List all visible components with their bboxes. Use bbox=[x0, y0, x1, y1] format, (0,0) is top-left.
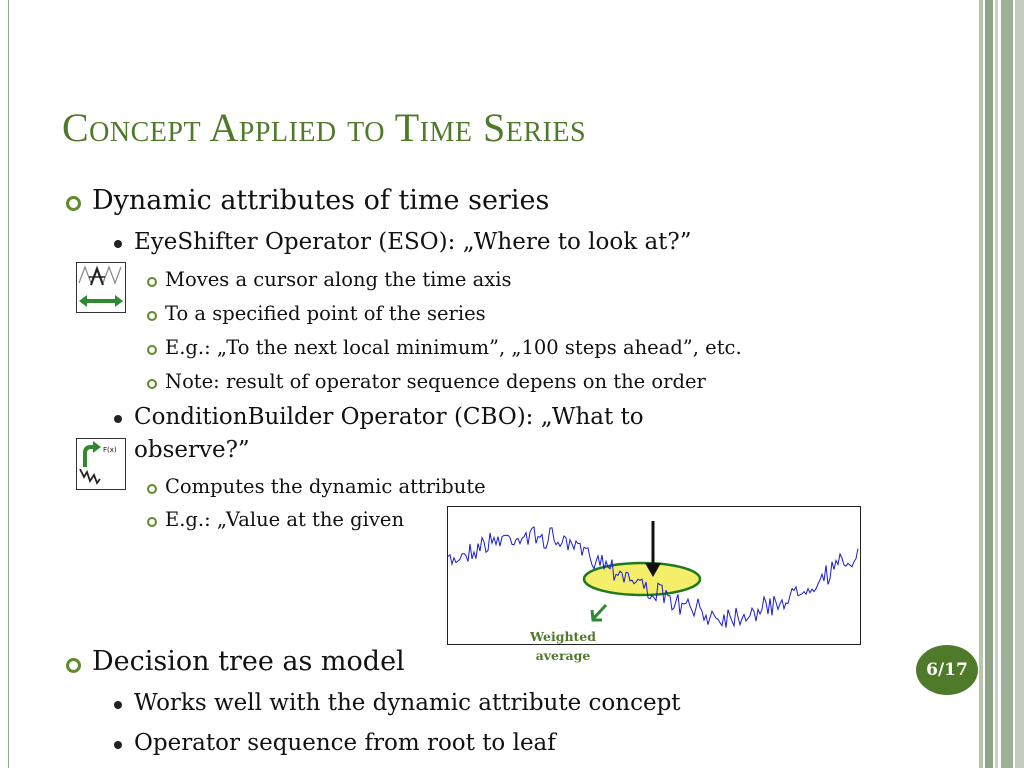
bullet-marker bbox=[147, 379, 157, 389]
eso-item-note: Note: result of operator sequence depens on the order bbox=[165, 370, 706, 393]
caption-line-2: average bbox=[535, 648, 591, 663]
bullet-marker bbox=[147, 345, 157, 355]
bullet-marker bbox=[66, 658, 81, 673]
cbo-item-computes: Computes the dynamic attribute bbox=[165, 475, 486, 498]
tree-item-works-well: Works well with the dynamic attribute concept bbox=[134, 690, 681, 716]
page-number-badge: 6/17 bbox=[916, 645, 978, 695]
bullet-eso: EyeShifter Operator (ESO): „Where to look at?” bbox=[134, 229, 692, 255]
bullet-decision-tree: Decision tree as model bbox=[92, 646, 405, 677]
weighted-average-arrow-icon bbox=[588, 602, 610, 624]
caption-line-1: Weighted bbox=[529, 629, 596, 644]
bullet-marker bbox=[147, 311, 157, 321]
bullet-dynamic-attributes: Dynamic attributes of time series bbox=[92, 185, 550, 216]
time-series-figure bbox=[447, 506, 861, 645]
weighted-average-caption bbox=[522, 627, 604, 665]
right-frame-band bbox=[979, 0, 983, 768]
bullet-marker bbox=[114, 741, 122, 749]
cbo-item-example: E.g.: „Value at the given bbox=[165, 508, 404, 531]
bullet-cbo-line2: observe?” bbox=[134, 437, 250, 463]
right-frame-band bbox=[995, 0, 998, 768]
bullet-marker bbox=[147, 277, 157, 287]
right-frame-band bbox=[1015, 0, 1024, 768]
condition-builder-icon bbox=[76, 438, 126, 490]
function-label: F(x) bbox=[103, 446, 117, 454]
bullet-cbo-line1: ConditionBuilder Operator (CBO): „What to bbox=[134, 404, 644, 430]
left-frame-line bbox=[8, 0, 9, 768]
eso-item-cursor: Moves a cursor along the time axis bbox=[165, 268, 512, 291]
tree-item-sequence: Operator sequence from root to leaf bbox=[134, 730, 556, 756]
bullet-marker bbox=[114, 701, 122, 709]
slide-title: Concept Applied to Time Series bbox=[62, 105, 587, 150]
right-frame-band bbox=[985, 0, 993, 768]
eso-item-example: E.g.: „To the next local minimum”, „100 steps ahead”, etc. bbox=[165, 336, 742, 359]
eyeshifter-icon bbox=[76, 262, 126, 313]
eso-item-point: To a specified point of the series bbox=[165, 302, 486, 325]
right-frame-band bbox=[1001, 0, 1013, 768]
bullet-marker bbox=[66, 196, 81, 211]
bullet-marker bbox=[147, 517, 157, 527]
bullet-marker bbox=[114, 415, 122, 423]
bullet-marker bbox=[114, 240, 122, 248]
time-series-plot bbox=[448, 507, 860, 644]
bullet-marker bbox=[147, 484, 157, 494]
